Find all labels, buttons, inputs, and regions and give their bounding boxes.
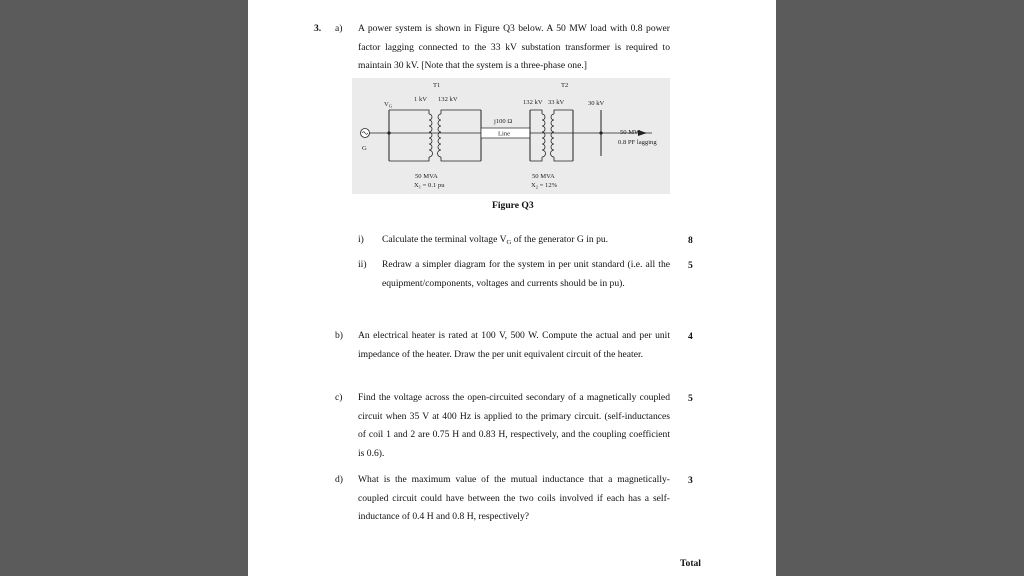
figure-q3 [352, 78, 670, 194]
total-label: Total [680, 558, 701, 569]
sub-ii-text: Redraw a simpler diagram for the system in per unit standard (i.e. all the equipment/components, voltages and currents should be in pu). [382, 259, 670, 289]
part-b-label: b) [335, 330, 343, 341]
part-d-text: What is the maximum value of the mutual inductance that a magnetically-coupled circuit could have between the two coils involved if each has a self-inductance of 0.4 H and 0.8 H, respectively? [358, 474, 670, 522]
vg-label: $V_G$ [384, 101, 393, 109]
part-b-marks: 4 [688, 331, 693, 342]
t2-label: T2 [561, 82, 569, 89]
part-c-label: c) [335, 392, 343, 403]
part-b-text: An electrical heater is rated at 100 V, 500 W. Compute the actual and per unit impedance of the heater. Draw the per unit equivalent circuit of the heater. [358, 330, 670, 360]
generator-label: G [362, 145, 367, 152]
t1-lv-voltage: 1 kV [414, 96, 428, 103]
t2-lv-voltage: 33 kV [548, 99, 565, 106]
part-d-marks: 3 [688, 475, 693, 486]
line-impedance: j100 Ω [494, 118, 513, 125]
t2-hv-voltage: 132 kV [523, 99, 543, 106]
part-a-intro: A power system is shown in Figure Q3 below. A 50 MW load with 0.8 power factor lagging connected to the 33 kV substation transformer is required to maintain 30 kV. [Note that the system is a three-phase one.] [358, 23, 670, 71]
t2-reactance: $X_2 = 12\%$ [531, 182, 558, 190]
transformer-t1-symbol [389, 110, 481, 161]
t1-hv-voltage: 132 kV [438, 96, 458, 103]
t1-rating: 50 MVA [415, 173, 438, 180]
line-label: Line [498, 130, 511, 138]
t2-rating: 50 MVA [532, 173, 555, 180]
part-a-label: a) [335, 23, 343, 34]
power-system-diagram [352, 78, 670, 194]
part-c-marks: 5 [688, 393, 693, 404]
question-number: 3. [314, 23, 322, 34]
sub-ii-marks: 5 [688, 260, 693, 271]
sub-i-label: i) [358, 234, 364, 245]
sub-i-text: Calculate the terminal voltage $V_G$ of the generator G in pu. [382, 234, 609, 246]
transformer-t2-symbol [530, 110, 573, 161]
load-power: 50 MW [620, 129, 641, 136]
sub-ii-label: ii) [358, 259, 367, 270]
figure-caption: Figure Q3 [492, 200, 534, 211]
load-voltage: 30 kV [588, 100, 605, 107]
load-pf: 0.8 PF lagging [618, 139, 657, 146]
part-c-text: Find the voltage across the open-circuited secondary of a magnetically coupled circuit when 35 V at 400 Hz is applied to the primary circuit. (self-inductances of coil 1 and 2 are 0.75 H and 0.83 H, respectively, and the coupling coefficient is 0.6). [358, 392, 670, 459]
part-d-label: d) [335, 474, 343, 485]
t1-reactance: $X_1 = 0.1$ pu [414, 182, 445, 190]
document-page [248, 0, 776, 576]
sub-i-marks: 8 [688, 235, 693, 246]
t1-label: T1 [433, 82, 441, 89]
generator-symbol [361, 129, 370, 138]
